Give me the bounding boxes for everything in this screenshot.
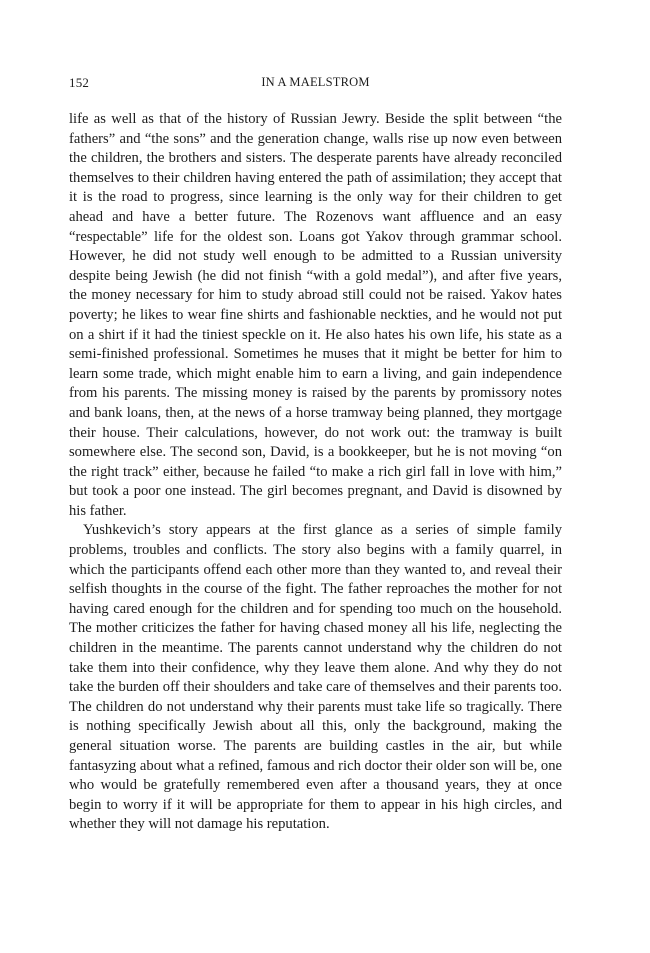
running-head <box>69 75 562 93</box>
page-number: 152 <box>69 75 90 90</box>
running-title: IN A MAELSTROM <box>261 75 370 89</box>
paragraph-2: Yushkevich’s story appears at the first glance as a series of simple family problems, troubles and conflicts. The story also begins with a family quarrel, in which the participants offend each other more than they wanted to, and reveal their selfish thoughts in the course of the fight. The father reproaches the mother for not having cared enough for the children and for spending too much on the household. The mother criticizes the father for having chased money all his life, neglecting the children in the meantime. The parents cannot understand why the children do not take them into their confidence, why they leave them alone. And why they do not take the burden off their shoulders and take care of themselves and their parents too. The children do not understand why their parents must take life so tragically. There is nothing specifically Jewish about all this, only the background, making the general situation worse. The parents are building castles in the air, but while fantasyzing about what a refined, famous and rich doctor their older son will be, one who would be gratefully remembered even after a thousand years, they at once begin to worry if it will be appropriate for them to appear in his high circles, and whether they will not damage his reputation. <box>69 522 562 833</box>
paragraph-1: life as well as that of the history of Russian Jewry. Beside the split between “the fathers” and “the sons” and the generation change, walls rise up now even between the children, the brothers and sisters. The desperate parents have already reconciled themselves to their children having entered the path of assimilation; they accept that it is the road to progress, since learning is the only way for their children to get ahead and have a better future. The Rozenovs want affluence and an easy “respectable” life for the oldest son. Loans got Yakov through grammar school. However, he did not study well enough to be admitted to a Russian university despite being Jewish (he did not finish “with a gold medal”), and after five years, the money necessary for him to study abroad still could not be raised. Yakov hates poverty; he likes to wear fine shirts and fashionable neckties, and he would not put on a shirt if it had the tiniest speckle on it. He also hates his own life, his state as a semi-finished professional. Sometimes he muses that it might be better for him to learn some trade, which might enable him to earn a living, and gain independence from his parents. The missing money is raised by the parents by promissory notes and bank loans, then, at the news of a horse tramway being planned, they mortgage their house. Their calculations, however, do not work out: the tramway is built somewhere else. The second son, David, is a bookkeeper, but he is not moving “on the right track” either, because he failed “to make a rich girl fall in love with him,” but took a poor one instead. The girl becomes pregnant, and David is disowned by his father. <box>69 111 562 519</box>
book-page <box>69 75 562 835</box>
body-text <box>69 110 562 835</box>
